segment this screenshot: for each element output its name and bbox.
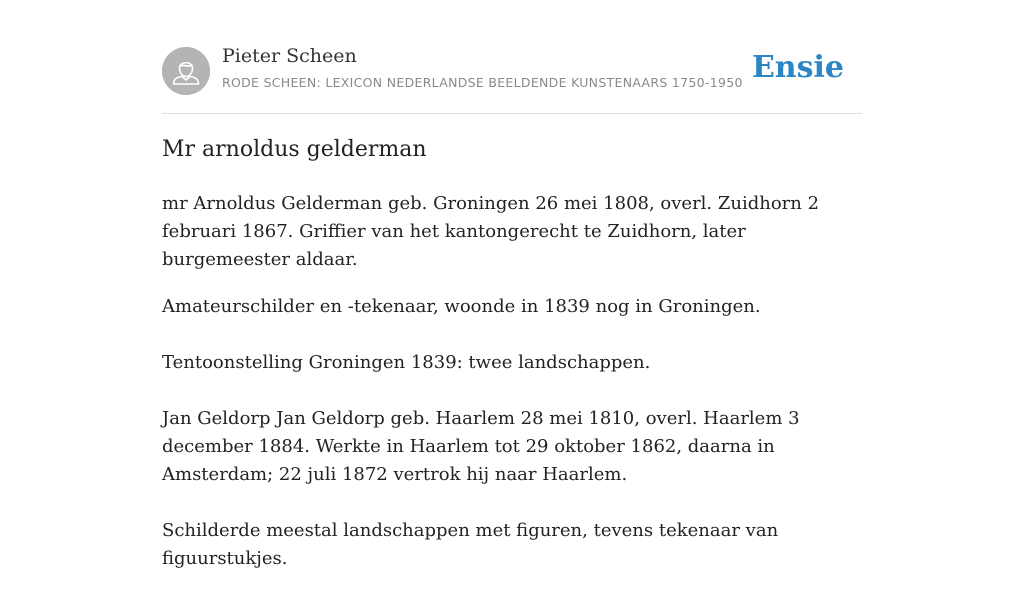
author-name-link[interactable]: Pieter Scheen bbox=[222, 45, 357, 67]
user-silhouette-icon bbox=[162, 47, 210, 95]
article-body bbox=[162, 190, 862, 592]
article-paragraph: Tentoonstelling Groningen 1839: twee landschappen. bbox=[162, 352, 651, 373]
article-paragraph: Schilderde meestal landschappen met figuren, tevens tekenaar van figuurstukjes. bbox=[162, 520, 779, 569]
article-header bbox=[162, 0, 862, 114]
source-link[interactable]: RODE SCHEEN: LEXICON NEDERLANDSE BEELDENDE KUNSTENAARS 1750-1950 bbox=[222, 75, 743, 90]
author-avatar[interactable] bbox=[162, 47, 210, 95]
article-paragraph: Jan Geldorp Jan Geldorp geb. Haarlem 28 mei 1810, overl. Haarlem 3 december 1884. Werkte in Haarlem tot 29 oktober 1862, daarna in Amsterdam; 22 juli 1872 vertrok hij naar Haarlem. bbox=[162, 408, 800, 485]
article-paragraph: mr Arnoldus Gelderman geb. Groningen 26 mei 1808, overl. Zuidhorn 2 februari 1867. Griffier van het kantongerecht te Zuidhorn, later burgemeester aldaar. bbox=[162, 193, 820, 270]
page-container bbox=[162, 0, 862, 569]
article-title: Mr arnoldus gelderman bbox=[162, 137, 427, 162]
article-paragraph: Amateurschilder en -tekenaar, woonde in 1839 nog in Groningen. bbox=[162, 296, 761, 317]
ensie-logo-link[interactable]: Ensie bbox=[751, 50, 844, 85]
